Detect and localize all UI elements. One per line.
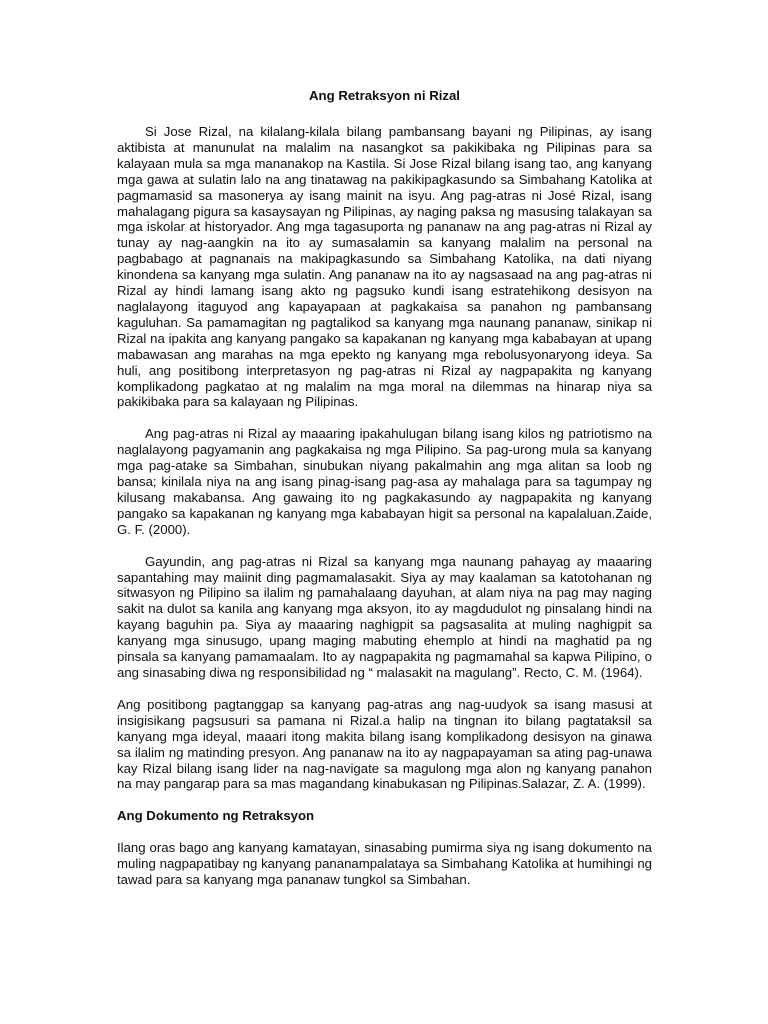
- section-heading: Ang Dokumento ng Retraksyon: [117, 808, 315, 824]
- document-title: Ang Retraksyon ni Rizal: [309, 88, 460, 103]
- section-paragraph: Ilang oras bago ang kanyang kamatayan, sinasabing pumirma siya ng isang dokumento na muling nagpapatibay ng kanyang pananampalataya sa Simbahang Katolika at humihingi ng tawad para sa kanyang mga pananaw tungkol sa Simbahan.: [117, 840, 652, 888]
- paragraph-1: Si Jose Rizal, na kilalang-kilala bilang pambansang bayani ng Pilipinas, ay isang aktibista at manunulat na malalim na nasangkot sa pakikibaka ng Pilipinas para sa kalayaan mula sa mga mananakop na Kastila. Si Jose Rizal bilang isang tao, ang kanyang mga gawa at sulatin lalo na ang tinatawag na pakikipagkasundo sa Simbahang Katolika at pagmamasid sa masonerya ay isang mainit na isyu. Ang pag-atras ni José Rizal, isang mahalagang pigura sa kasaysayan ng Pilipinas, ay naging paksa ng masusing talakayan sa mga iskolar at historyador. Ang mga tagasuporta ng pananaw na ang pag-atras ni Rizal ay tunay ay nag-aangkin na ito ay sumasalamin sa kanyang malalim na personal na pagbabago at pagnanais na makipagkasundo sa Simbahang Katolika, na dati niyang kinondena sa kanyang mga sulatin. Ang pananaw na ito ay nagsasaad na ang pag-atras ni Rizal ay hindi lamang isang akto ng pagsuko kundi isang estratehikong desisyon na naglalayong itaguyod ang kapayapaan at pagkakaisa sa panahon ng pambansang kaguluhan. Sa pamamagitan ng pagtalikod sa kanyang mga naunang pananaw, sinikap ni Rizal na ipakita ang kanyang pangako sa kapakanan ng kanyang mga kababayan at upang mabawasan ang marahas na mga epekto ng kanyang mga rebolusyonaryong ideya. Sa huli, ang positibong interpretasyon ng pag-atras ni Rizal ay nagpapakita ng kanyang komplikadong pagkatao at ng malalim na mga moral na dilemmas na hinarap niya sa pakikibaka para sa kalayaan ng Pilipinas.: [117, 124, 652, 410]
- document-page: [117, 88, 652, 904]
- paragraph-4: Ang positibong pagtanggap sa kanyang pag-atras ang nag-uudyok sa isang masusi at insigisikang pagsusuri sa pamana ni Rizal.a halip na tingnan ito bilang pagtataksil sa kanyang mga ideyal, maaari itong makita bilang isang komplikadong desisyon na ginawa sa ilalim ng matinding presyon. Ang pananaw na ito ay nagpapayaman sa ating pag-unawa kay Rizal bilang isang lider na nag-navigate sa magulong mga alon ng kanyang panahon na may pangarap para sa mas magandang kinabukasan ng Pilipinas.Salazar, Z. A. (1999).: [117, 696, 652, 792]
- paragraph-2: Ang pag-atras ni Rizal ay maaaring ipakahulugan bilang isang kilos ng patriotismo na naglalayong pagyamanin ang pagkakaisa ng mga Pilipino. Sa pag-urong mula sa kanyang mga pag-atake sa Simbahan, sinubukan niyang pakalmahin ang mga alitan sa loob ng bansa; kinilala niya na ang isang pinag-isang pag-asa ay mahalaga para sa tagumpay ng kilusang makabansa. Ang gawaing ito ng pagkakasundo ay nagpapakita ng kanyang pangako sa kapakanan ng kanyang mga kababayan higit sa personal na kapalaluan.Zaide, G. F. (2000).: [117, 426, 652, 537]
- paragraph-3: Gayundin, ang pag-atras ni Rizal sa kanyang mga naunang pahayag ay maaaring sapantahing may maiinit ding pagmamalasakit. Siya ay may kaalaman sa katotohanan ng sitwasyon ng Pilipino sa ilalim ng pamahalaang dayuhan, at alam niya na pag may naging sakit na dulot sa kanila ang kanyang mga aksyon, ito ay magdudulot ng pinsalang hindi na kayang baguhin pa. Siya ay maaaring naghigpit sa pagsasalita at muling naghigpit sa kanyang mga sinusugo, upang maging mabuting ehemplo at hindi na maghatid pa ng pinsala sa kanyang pamamaalam. Ito ay nagpapakita ng pagmamahal sa kapwa Pilipino, o ang sinasabing diwa ng responsibilidad ng “ malasakit na magulang”. Recto, C. M. (1964).: [117, 553, 652, 680]
